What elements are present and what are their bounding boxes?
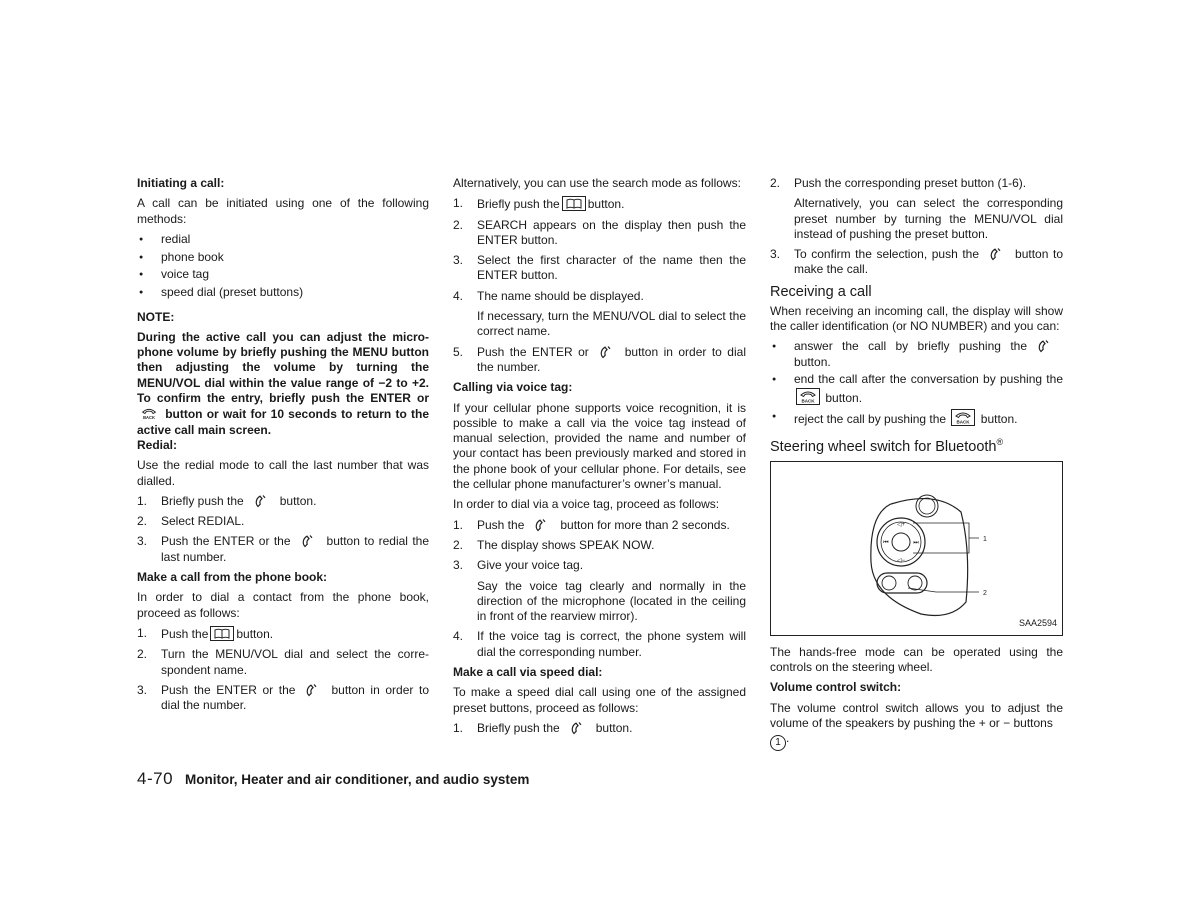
list-item: 1. Push the button. xyxy=(137,625,274,641)
phone-handset-icon xyxy=(300,534,318,548)
heading-speed-dial: Make a call via speed dial: xyxy=(453,665,603,680)
list-item: 2. SEARCH appears on the display then push the ENTER button. xyxy=(453,217,746,247)
voice-tag-steps xyxy=(453,518,746,660)
phone-book-icon xyxy=(210,626,234,641)
phone-handset-icon xyxy=(533,518,551,532)
paragraph: The hands-free mode can be operated using the controls on the steering wheel. xyxy=(770,644,1063,674)
list-item: 3. To confirm the selection, push the button to make the call. xyxy=(770,247,1063,277)
section-title: Monitor, Heater and air conditioner, and audio system xyxy=(185,772,530,787)
phone-book-icon xyxy=(562,196,586,211)
page-footer xyxy=(137,769,529,789)
paragraph: In order to dial via a voice tag, proceed as follows: xyxy=(453,497,720,512)
list-item: ● speed dial (preset buttons) xyxy=(137,285,429,300)
list-item: 2. Select REDIAL. xyxy=(137,514,245,529)
back-hangup-icon xyxy=(951,409,975,426)
back-hangup-icon xyxy=(796,388,820,405)
column-2 xyxy=(453,176,746,741)
steering-switch-illustration xyxy=(771,462,1062,635)
heading-voice-tag: Calling via voice tag: xyxy=(453,380,573,395)
note-text xyxy=(137,330,429,438)
list-item: 2. Push the corresponding preset button (1-6). Alternatively, you can select the corresponding preset number by turning the MENU/VOL dial instead of pushing the preset button. xyxy=(770,176,1063,241)
heading-phone-book: Make a call from the phone book: xyxy=(137,570,328,585)
heading-initiating-call: Initiating a call: xyxy=(137,176,225,190)
phone-handset-icon xyxy=(1036,339,1054,353)
callout-number-1: 1 xyxy=(770,735,786,751)
callout-2: 2 xyxy=(983,589,987,597)
paragraph: When receiving an incoming call, the display will show the caller identification (or NO NUMBER) and you can: xyxy=(770,303,1063,334)
list-item: 3. Push the ENTER or the button in order to dial the number. xyxy=(137,682,429,713)
list-item: ● end the call after the conversation by pushing the button. xyxy=(770,372,1063,406)
speed-dial-steps xyxy=(453,721,746,736)
list-item: ● reject the call by pushing the button. xyxy=(770,409,1063,427)
svg-text:⏭: ⏭ xyxy=(913,539,919,546)
note-text-a: During the active call you can adjust the microphone volume by briefly pushing the MENU button then adjusting the volume by turning the MENU/VOL dial within the value range of −2 to +2. To confirm the entry, briefly push the ENTER or xyxy=(137,329,429,406)
phone-book-steps xyxy=(137,626,429,713)
list-item: 2. The display shows SPEAK NOW. xyxy=(453,537,655,552)
svg-text:⏮: ⏮ xyxy=(883,539,889,546)
list-item: 3. Give your voice tag. Say the voice tag clearly and normally in the direction of the microphone (located in the ceiling in front of the rearview mirror). xyxy=(453,558,746,624)
list-item: 2. Turn the MENU/VOL dial and select the correspondent name. xyxy=(137,647,429,677)
phone-handset-icon xyxy=(569,721,587,735)
method-list xyxy=(137,232,429,301)
list-item: 1. Briefly push the button. xyxy=(453,720,633,735)
phone-handset-icon xyxy=(304,683,322,697)
redial-steps xyxy=(137,494,429,565)
svg-text:◁−: ◁− xyxy=(896,557,906,564)
sub-paragraph: Alternatively, you can select the corresponding preset number by turning the MENU/VOL dial instead of pushing the preset button. xyxy=(794,196,1063,241)
list-item: ● phone book xyxy=(137,250,429,265)
list-item: 3. Push the ENTER or the button to redial the last number. xyxy=(137,534,430,564)
receive-options xyxy=(770,339,1063,426)
paragraph: To make a speed dial call using one of the assigned preset buttons, proceed as follows: xyxy=(453,685,746,715)
sub-paragraph: Say the voice tag clearly and normally in the direction of the microphone (located in the ceiling in front of the rearview mirror). xyxy=(477,578,746,624)
paragraph: A call can be initiated using one of the following methods: xyxy=(137,196,429,226)
note-label: NOTE: xyxy=(137,309,175,324)
heading-redial: Redial: xyxy=(137,437,178,452)
heading-steering-switch: Steering wheel switch for Bluetooth® xyxy=(770,436,1004,455)
back-hangup-icon xyxy=(139,406,159,421)
page-number: 4-70 xyxy=(137,769,174,788)
figure-code: SAA2594 xyxy=(1018,618,1057,629)
list-item: 1. Briefly push the button. xyxy=(453,196,625,212)
heading-volume-switch: Volume control switch: xyxy=(770,680,902,695)
heading-receiving-call: Receiving a call xyxy=(770,283,872,300)
sub-paragraph: If necessary, turn the MENU/VOL dial to select the correct name. xyxy=(477,309,746,339)
note-text-b: button or wait for 10 seconds to return to the active call main screen. xyxy=(137,407,429,437)
search-steps xyxy=(453,196,746,375)
list-item: 5. Push the ENTER or button in order to dial the number. xyxy=(453,344,746,374)
paragraph: If your cellular phone supports voice recognition, it is possible to make a call via the voice tag instead of manual selection, provided the name and number of your contact has been previously marked and stored in the phone book of your cellular phone. For details, see the cellular phone manufacturer’s owner’s manual. xyxy=(453,400,746,492)
column-3 xyxy=(770,176,1063,756)
list-item: 1. Briefly push the button. xyxy=(137,493,317,508)
list-item: 1. Push the button for more than 2 seconds. xyxy=(453,517,730,532)
list-item: ● voice tag xyxy=(137,267,429,282)
paragraph: The volume control switch allows you to adjust the volume of the speakers by pushing the + or − buttons 1 . xyxy=(770,701,1063,752)
list-item: ● answer the call by briefly pushing thebutton. xyxy=(770,339,1063,370)
paragraph: In order to dial a contact from the phone book, proceed as follows: xyxy=(137,590,429,620)
svg-text:◁+: ◁+ xyxy=(896,521,906,528)
phone-handset-icon xyxy=(598,345,616,359)
callout-1: 1 xyxy=(983,535,987,543)
phone-handset-icon xyxy=(988,247,1006,261)
paragraph: Alternatively, you can use the search mode as follows: xyxy=(453,176,741,190)
list-item: 3. Select the first character of the name then the ENTER button. xyxy=(453,253,746,283)
list-item: 4. If the voice tag is correct, the phone system will dial the corresponding number. xyxy=(453,629,746,659)
speed-dial-steps-cont xyxy=(770,176,1063,278)
column-1 xyxy=(137,176,429,718)
paragraph: Use the redial mode to call the last number that was dialled. xyxy=(137,458,429,488)
steering-switch-figure xyxy=(770,461,1063,636)
list-item: ● redial xyxy=(137,232,429,247)
phone-handset-icon xyxy=(253,494,271,508)
list-item: 4. The name should be displayed. If necessary, turn the MENU/VOL dial to select the correct name. xyxy=(453,288,746,339)
